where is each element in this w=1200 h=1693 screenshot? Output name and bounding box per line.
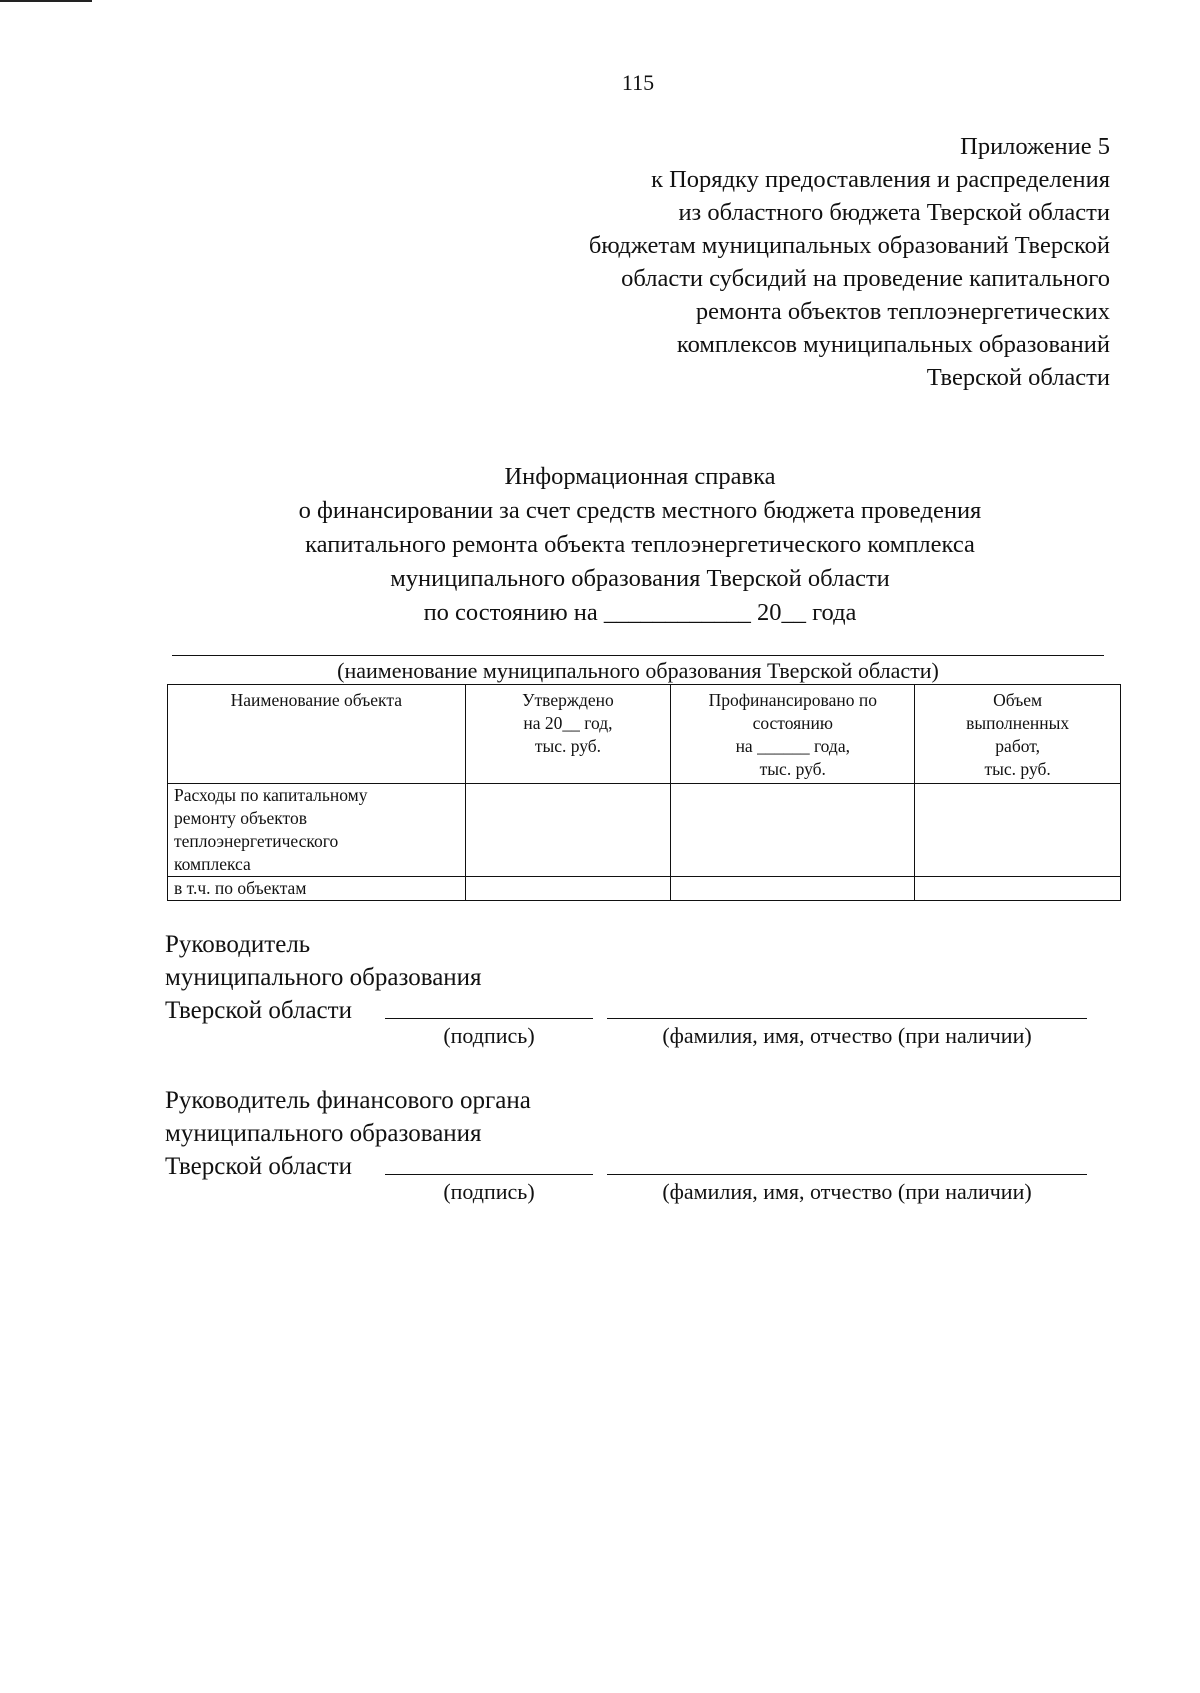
row-label-text: Расходы по капитальному (174, 785, 368, 805)
header-text: тыс. руб. (984, 759, 1051, 779)
signature-label-line: муниципального образования (165, 964, 482, 991)
header-text: тыс. руб. (534, 736, 602, 756)
cell-financed[interactable] (671, 784, 915, 877)
appendix-header (589, 130, 1110, 394)
cell-financed[interactable] (671, 877, 915, 901)
header-approved (465, 685, 671, 784)
municipality-caption: (наименование муниципального образования Тверской области) (337, 658, 939, 683)
signature-label-line: муниципального образования (165, 1120, 482, 1147)
header-text: Профинансировано по (708, 690, 877, 710)
cell-work-volume[interactable] (915, 877, 1121, 901)
document-title (160, 460, 1120, 630)
signature-label-line: Тверской области (165, 997, 352, 1024)
header-text: Утверждено (522, 690, 614, 710)
financing-table (167, 684, 1121, 901)
title-line: капитального ремонта объекта теплоэнергетического комплекса (305, 531, 975, 558)
head-signature-block (165, 928, 482, 1027)
header-financed (671, 685, 915, 784)
cell-work-volume[interactable] (915, 784, 1121, 877)
title-date-line: по состоянию на ____________ 20__ года (423, 599, 857, 626)
finance-head-signature-line[interactable] (385, 1174, 593, 1175)
title-line: муниципального образования Тверской области (390, 565, 890, 592)
appendix-line: Приложение 5 (960, 133, 1110, 160)
cell-approved[interactable] (465, 784, 671, 877)
table-row (168, 877, 1121, 901)
finance-head-signature-caption: (подпись) (443, 1179, 535, 1204)
signature-label-line: Тверской области (165, 1153, 352, 1180)
finance-head-signature-block (165, 1084, 531, 1183)
appendix-line: комплексов муниципальных образований (676, 331, 1110, 358)
header-text: Наименование объекта (230, 690, 402, 710)
header-text: выполненных (966, 713, 1070, 733)
appendix-line: к Порядку предоставления и распределения (651, 166, 1110, 193)
head-name-line[interactable] (607, 1018, 1087, 1019)
table-header-row (168, 685, 1121, 784)
header-object-name (168, 685, 466, 784)
page-number: 115 (621, 70, 655, 95)
row-label-text: теплоэнергетического (174, 831, 339, 851)
header-text: на 20__ год, (523, 713, 613, 733)
row-label-text: комплекса (174, 854, 251, 874)
row-label-by-objects (168, 877, 466, 901)
header-text: работ, (995, 736, 1040, 756)
head-signature-caption: (подпись) (443, 1023, 535, 1048)
header-text: состоянию (752, 713, 833, 733)
header-work-volume (915, 685, 1121, 784)
header-text: на ______ года, (735, 736, 850, 756)
header-text: тыс. руб. (759, 759, 826, 779)
head-name-caption: (фамилия, имя, отчество (при наличии) (662, 1023, 1032, 1048)
municipality-name-line[interactable] (172, 655, 1104, 656)
row-label-capital-repair (168, 784, 466, 877)
signature-label-line: Руководитель финансового органа (165, 1087, 531, 1114)
finance-head-name-line[interactable] (607, 1174, 1087, 1175)
appendix-line: из областного бюджета Тверской области (678, 199, 1110, 226)
appendix-line: области субсидий на проведение капитального (621, 265, 1110, 292)
finance-head-name-caption: (фамилия, имя, отчество (при наличии) (662, 1179, 1032, 1204)
title-line: о финансировании за счет средств местного бюджета проведения (298, 497, 982, 524)
title-line: Информационная справка (504, 463, 776, 490)
row-label-text: в т.ч. по объектам (174, 878, 307, 898)
scan-edge-mark (0, 0, 92, 2)
appendix-line: бюджетам муниципальных образований Тверской (588, 232, 1110, 259)
head-signature-line[interactable] (385, 1018, 593, 1019)
appendix-line: ремонта объектов теплоэнергетических (695, 298, 1110, 325)
row-label-text: ремонту объектов (174, 808, 307, 828)
signature-label-line: Руководитель (165, 931, 311, 958)
cell-approved[interactable] (465, 877, 671, 901)
table-row (168, 784, 1121, 877)
appendix-line: Тверской области (926, 364, 1110, 391)
header-text: Объем (993, 690, 1043, 710)
